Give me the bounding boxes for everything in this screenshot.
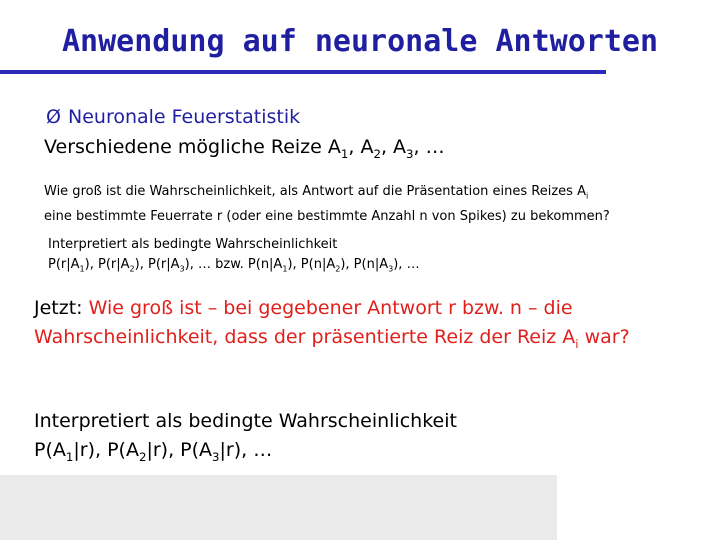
interp1-part: P(r|A bbox=[48, 257, 80, 272]
interp1-sub: 3 bbox=[179, 264, 185, 274]
question-paragraph bbox=[44, 182, 610, 227]
interp1-sub: 1 bbox=[282, 264, 288, 274]
interp1-part: ), P(r|A bbox=[84, 257, 130, 272]
interp2-line-2 bbox=[34, 436, 457, 472]
question-line-2: eine bestimmte Feuerrate r (oder eine bestimmte Anzahl n von Spikes) zu bekommen? bbox=[44, 208, 610, 224]
interp2-sub: 1 bbox=[65, 449, 74, 464]
interpretation-posterior bbox=[34, 407, 457, 472]
question-line-1 bbox=[44, 182, 610, 207]
footer-gray-box bbox=[0, 475, 557, 540]
reize-sep-1: , A bbox=[348, 136, 374, 158]
bullet-neuronale-feuerstatistik bbox=[46, 106, 300, 128]
interpretation-likelihood bbox=[48, 235, 420, 280]
interp1-sub: 2 bbox=[335, 264, 341, 274]
jetzt-paragraph bbox=[34, 294, 674, 359]
reize-sub-2: 2 bbox=[373, 146, 381, 161]
jetzt-question-sub: i bbox=[575, 336, 579, 351]
interp1-part: ), … bzw. P(n|A bbox=[184, 257, 283, 272]
question-line-1-sub: i bbox=[585, 191, 589, 201]
interp1-part: ), P(n|A bbox=[287, 257, 336, 272]
interp1-part: ), P(r|A bbox=[134, 257, 180, 272]
arrow-bullet-icon: Ø bbox=[46, 106, 61, 128]
bullet-text: Neuronale Feuerstatistik bbox=[68, 106, 301, 128]
reize-suffix: , … bbox=[413, 136, 445, 158]
interp2-line-1: Interpretiert als bedingte Wahrscheinlichkeit bbox=[34, 410, 457, 432]
interp2-part: |r), P(A bbox=[73, 439, 139, 461]
reize-sub-3: 3 bbox=[406, 146, 414, 161]
interp2-sub: 2 bbox=[138, 449, 147, 464]
interp1-line-1: Interpretiert als bedingte Wahrscheinlichkeit bbox=[48, 237, 338, 252]
interp1-part: ), P(n|A bbox=[340, 257, 389, 272]
jetzt-question-end: war? bbox=[578, 326, 630, 348]
jetzt-question bbox=[34, 297, 630, 351]
interp1-sub: 3 bbox=[388, 264, 394, 274]
interp1-sub: 2 bbox=[129, 264, 135, 274]
question-line-1-text: Wie groß ist die Wahrscheinlichkeit, als Antwort auf die Präsentation eines Reizes A bbox=[44, 184, 586, 199]
jetzt-question-text: Wie groß ist – bei gegebener Antwort r bzw. n – die Wahrscheinlichkeit, dass der präsentierte Reiz der Reiz A bbox=[34, 297, 576, 348]
interp1-part: ), … bbox=[393, 257, 420, 272]
slide-title: Anwendung auf neuronale Antworten bbox=[61, 24, 659, 59]
interp2-sub: 3 bbox=[212, 449, 220, 464]
jetzt-label: Jetzt: bbox=[34, 297, 89, 319]
reize-line bbox=[44, 136, 445, 161]
interp2-part: |r), … bbox=[219, 439, 273, 461]
title-underline bbox=[0, 70, 606, 74]
interp1-sub: 1 bbox=[79, 264, 85, 274]
interp2-part: P(A bbox=[34, 439, 66, 461]
interp1-line-2 bbox=[48, 255, 420, 280]
reize-prefix: Verschiedene mögliche Reize A bbox=[44, 136, 341, 158]
reize-sub-1: 1 bbox=[340, 146, 349, 161]
interp2-part: |r), P(A bbox=[146, 439, 213, 461]
reize-sep-2: , A bbox=[380, 136, 407, 158]
